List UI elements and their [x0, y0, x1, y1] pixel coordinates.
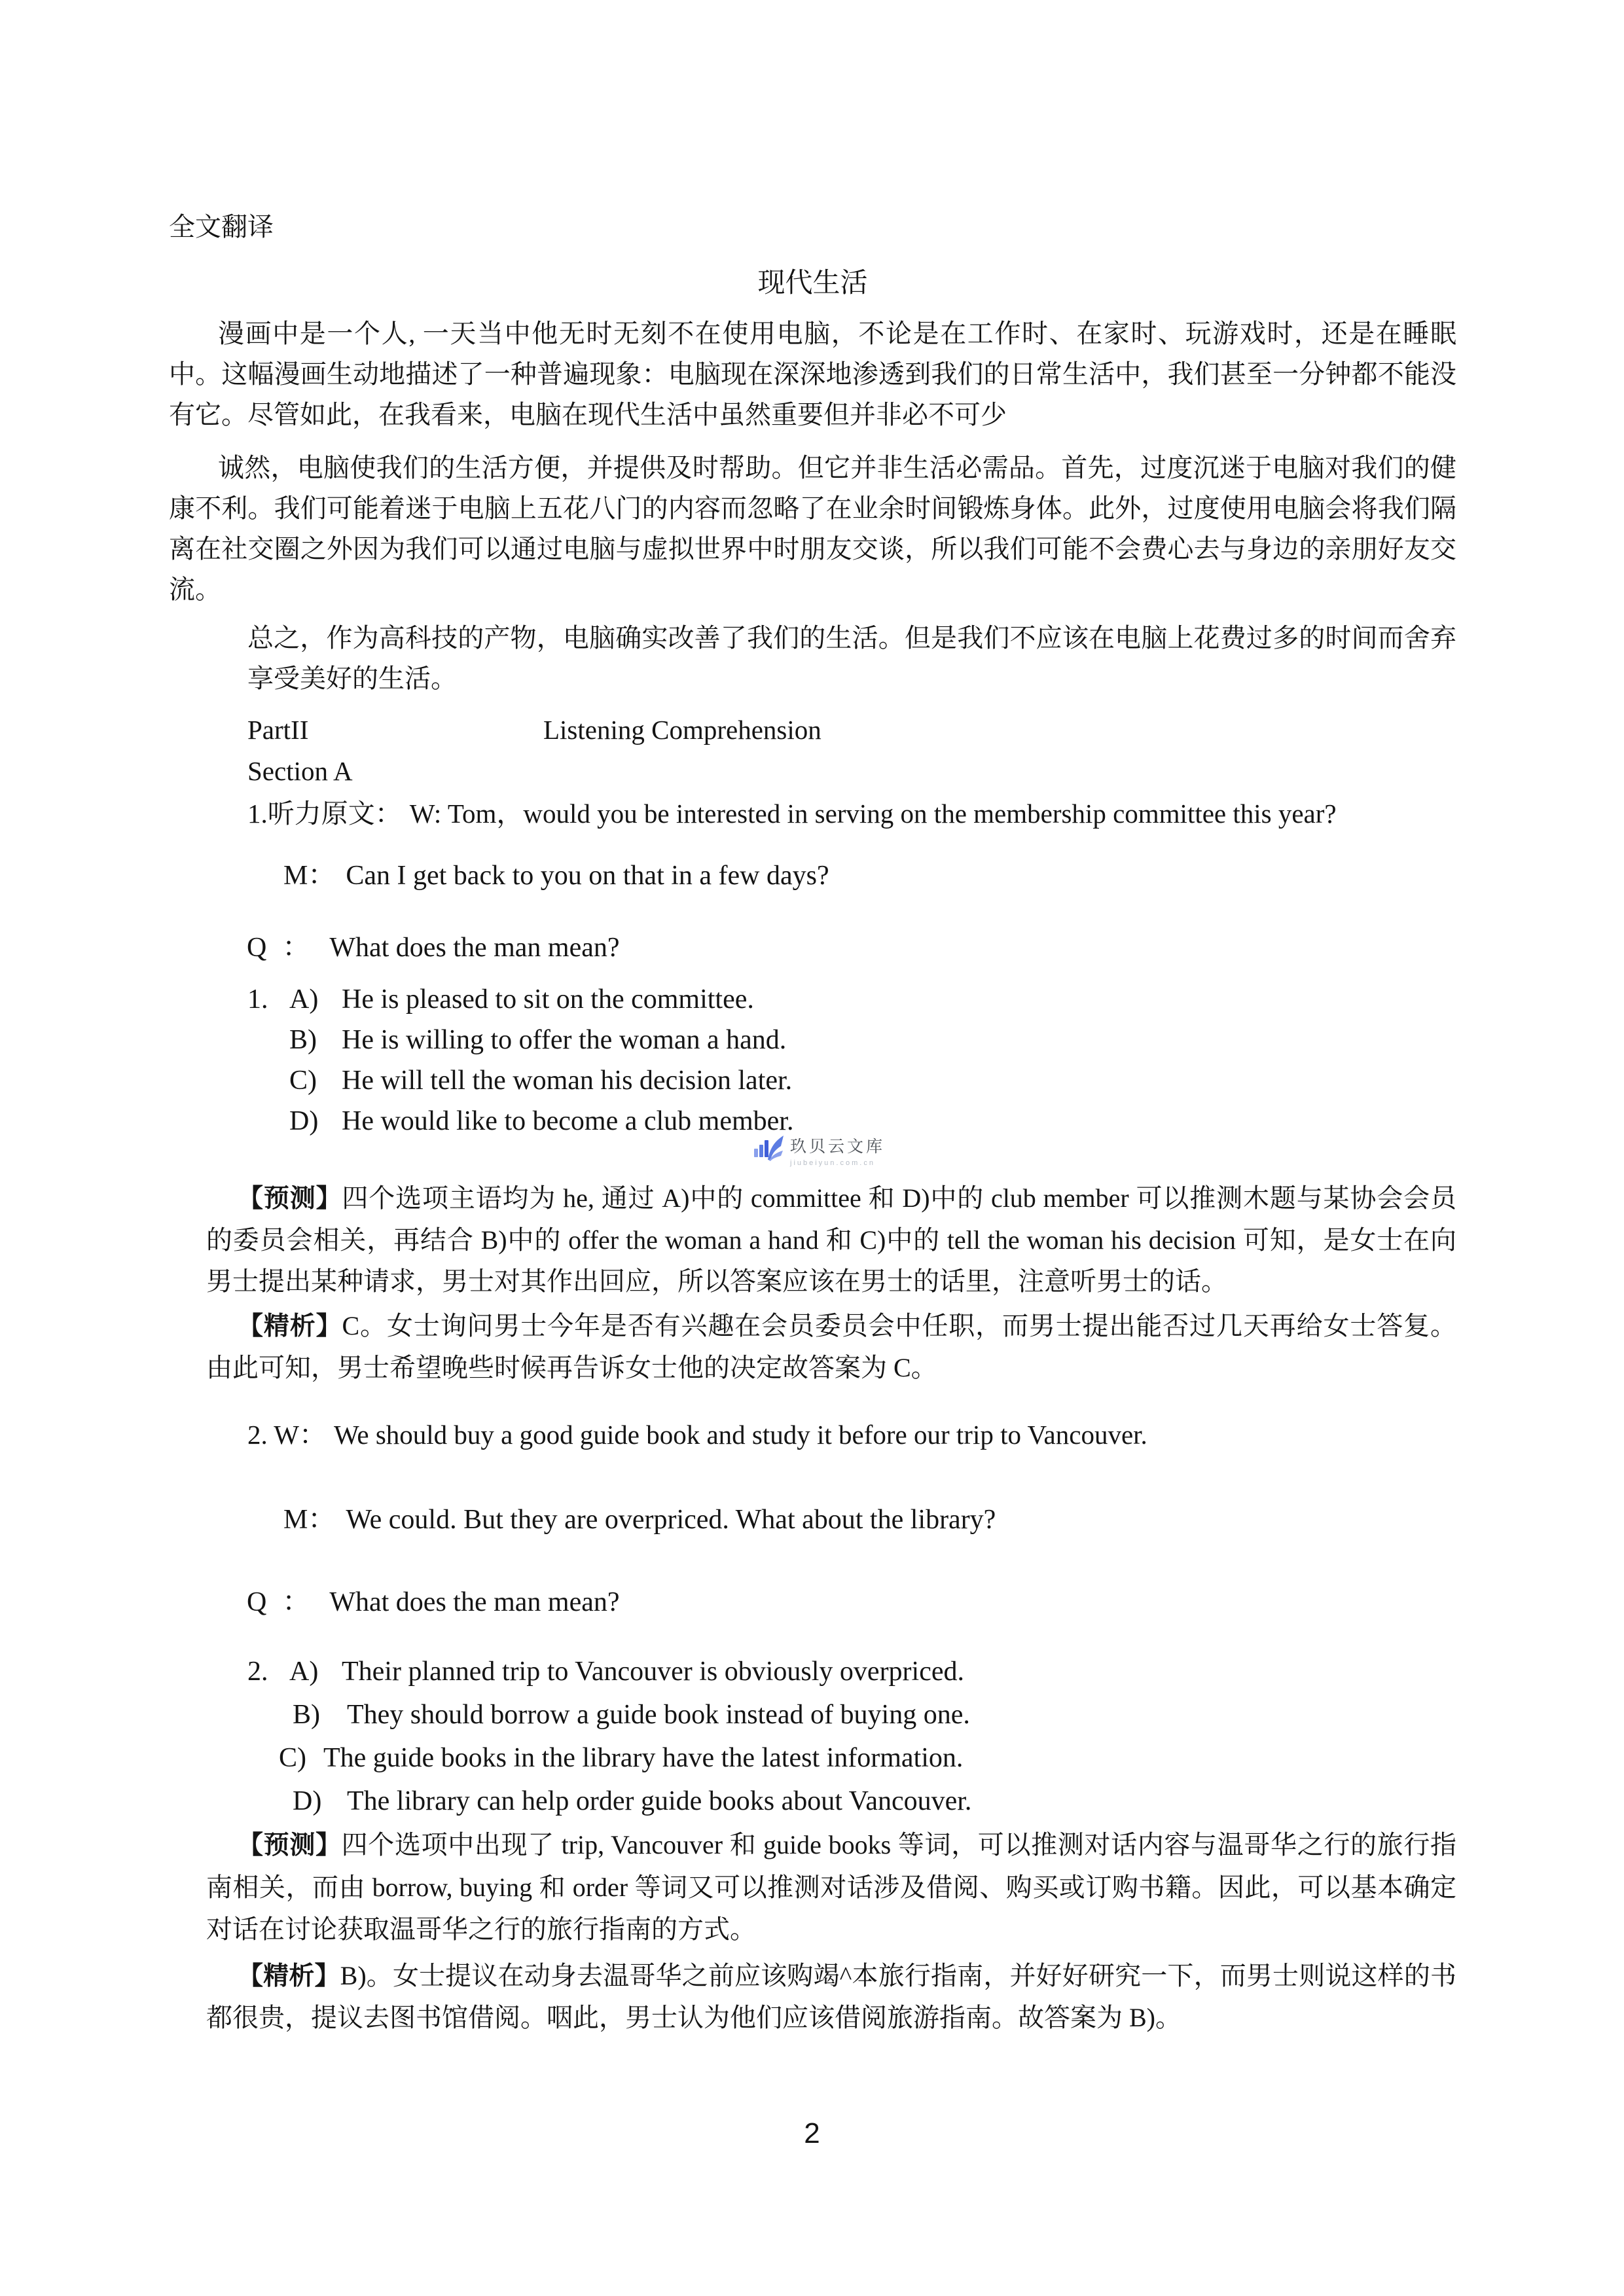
q2-option-c: C) The guide books in the library have the latest information.	[279, 1743, 964, 1773]
essay-paragraph-3: 总之，作为高科技的产物，电脑确实改善了我们的生活。但是我们不应该在电脑上花费过多的时间而舍弃享受美好的生活。	[247, 623, 1456, 693]
q2-prediction: 【预测】四个选项中出现了 trip, Vancouver 和 guide books 等词，可以推测对话内容与温哥华之行的旅行指南相关，而由 borrow, buying 和 order 等词又可以推测对话涉及借阅、购买或订购书籍。因此，可以基本确定对话在讨论获取温哥华之行的旅行指南的方式。	[206, 1830, 1456, 1944]
essay-paragraph-2: 诚然，电脑使我们的生活方便，并提供及时帮助。但它并非生活必需品。首先，过度沉迷于电脑对我们的健康不利。我们可能着迷于电脑上五花八门的内容而忽略了在业余时间锻炼身体。此外，过度使用电脑会将我们隔离在社交圈之外因为我们可以通过电脑与虚拟世界中时朋友交谈，所以我们可能不会费心去与身边的亲朋好友交流。	[169, 453, 1456, 604]
q1-m-label: M：	[283, 861, 336, 891]
essay-title: 现代生活	[757, 268, 868, 298]
q2-option-a: 2. A) Their planned trip to Vancouver is obviously overpriced.	[247, 1657, 964, 1687]
part-title: Listening Comprehension	[543, 715, 821, 745]
watermark-domain: jiubeiyun.com.cn	[790, 1159, 875, 1167]
q1-analysis: 【精析】C。女士询问男士今年是否有兴趣在会员委员会中任职，而男士提出能否过几天再给女士答复。由此可知，男士希望晚些时候再告诉女士他的决定故答案为 C。	[206, 1311, 1456, 1382]
book-logo-icon	[754, 1134, 784, 1162]
q1-m-line: M： Can I get back to you on that in a few days?	[283, 861, 829, 891]
q1-option-b: B) He is willing to offer the woman a hand.	[289, 1025, 787, 1055]
q2-w-label: 2. W：	[247, 1420, 326, 1450]
q1-options	[169, 982, 1456, 1145]
q2-options	[169, 1655, 1456, 1827]
q1-prediction: 【预测】四个选项主语均为 he, 通过 A)中的 committee 和 D)中的 club member 可以推测木题与某协会会员的委员会相关，再结合 B)中的 offer the woman a hand 和 C)中的 tell the woman his decision 可知，是女士在向男士提出某种请求，男士对其作出回应，所以答案应该在男士的话里，注意听男士的话。	[206, 1183, 1456, 1296]
q2-w-line: 2. W： We should buy a good guide book and study it before our trip to Vancouver.	[247, 1420, 1147, 1450]
prediction-label: 【预测】	[238, 1831, 342, 1859]
analysis-label: 【精析】	[238, 1962, 340, 1990]
section-label: 全文翻译	[169, 212, 274, 242]
prediction-label: 【预测】	[238, 1185, 342, 1213]
q2-question-line: Q ： What does the man mean?	[247, 1587, 620, 1617]
q2-option-d: D) The library can help order guide books about Vancouver.	[293, 1786, 972, 1816]
essay-paragraph-1: 漫画中是一个人, 一天当中他无时无刻不在使用电脑，不论是在工作时、在家时、玩游戏时，还是在睡眠中。这幅漫画生动地描述了一种普遍现象：电脑现在深深地渗透到我们的日常生活中，我们甚至一分钟都不能没有它。尽管如此，在我看来，电脑在现代生活中虽然重要但并非必不可少	[169, 319, 1456, 429]
q2-m-line: M： We could. But they are overpriced. What about the library?	[283, 1505, 996, 1535]
q2-analysis: 【精析】B)。女士提议在动身去温哥华之前应该购竭^本旅行指南，并好好研究一下，而男士则说这样的书都很贵，提议去图书馆借阅。咽此，男士认为他们应该借阅旅游指南。故答案为 B)。	[206, 1961, 1456, 2032]
watermark-name: 玖贝云文库	[790, 1138, 886, 1156]
section-heading: Section A	[247, 756, 353, 786]
q1-option-a: 1. A) He is pleased to sit on the committee.	[247, 984, 754, 1014]
q1-transcript-line	[169, 793, 1535, 834]
q1-option-c: C) He will tell the woman his decision later.	[289, 1066, 793, 1096]
q2-m-label: M：	[283, 1505, 336, 1535]
page-number: 2	[804, 2117, 820, 2149]
q2-option-b: B) They should borrow a guide book instead of buying one.	[293, 1700, 970, 1730]
q1-question-line: Q ： What does the man mean?	[247, 933, 620, 963]
part-label: PartII	[247, 715, 309, 745]
q1-option-d: D) He would like to become a club member.	[289, 1106, 794, 1136]
part-heading	[169, 709, 1535, 750]
q1-transcript-label: 1.听力原文：	[247, 798, 402, 829]
jiubeiyun-watermark	[754, 1134, 885, 1167]
q1-w-line: W: Tom，would you be interested in serving on the membership committee this year?	[409, 798, 1337, 829]
analysis-label: 【精析】	[238, 1312, 342, 1340]
